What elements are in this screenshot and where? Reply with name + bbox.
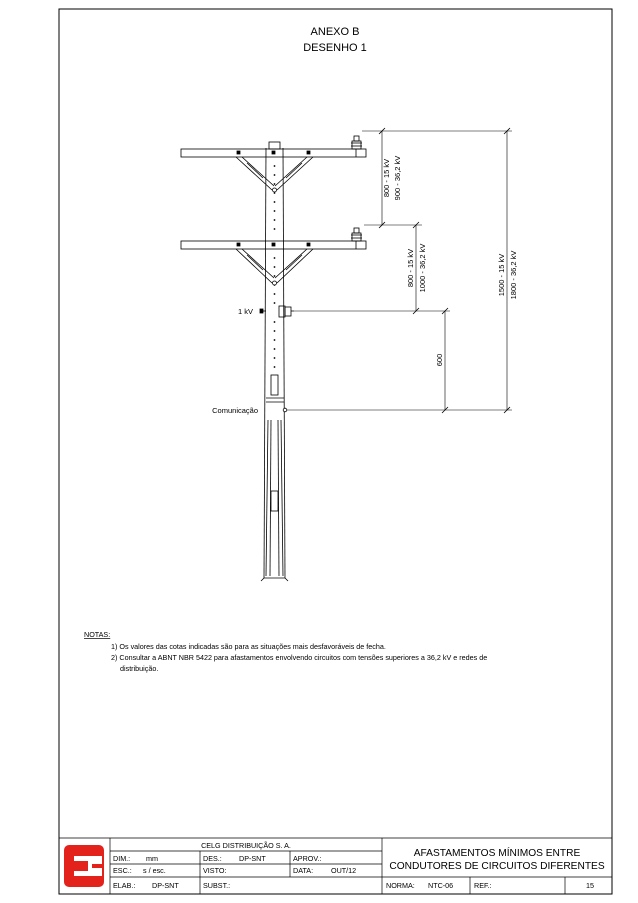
page-number: 15 <box>586 881 594 890</box>
dim-comm: 600 <box>435 353 444 367</box>
lower-crossarm <box>181 228 366 285</box>
drawing-name-line1: AFASTAMENTOS MÍNIMOS ENTRE <box>413 848 581 859</box>
drawing-name-line2: CONDUTORES DE CIRCUITOS DIFERENTES <box>389 861 605 872</box>
pole <box>261 142 288 581</box>
label-communication: Comunicação <box>212 406 258 415</box>
note-2: 2) Consultar a ABNT NBR 5422 para afastamentos envolvendo circuitos com tensões superiores a 36,2 kV e redes de <box>111 653 488 662</box>
elab-label: ELAB.: <box>113 881 136 890</box>
des-value: DP-SNT <box>239 854 266 863</box>
upper-crossarm <box>181 136 366 192</box>
des-label: DES.: <box>203 854 222 863</box>
esc-value: s / esc. <box>143 866 166 875</box>
norma-value: NTC-06 <box>428 881 454 890</box>
dim-value: mm <box>146 854 158 863</box>
celg-logo-icon <box>64 845 104 887</box>
aprov-label: APROV.: <box>293 854 322 863</box>
esc-label: ESC.: <box>113 866 132 875</box>
dim-total-15kv: 1500 - 15 kV <box>497 253 506 297</box>
note-2-cont: distribuição. <box>120 664 159 673</box>
norma-label: NORMA: <box>386 881 415 890</box>
data-label: DATA: <box>293 866 314 875</box>
communication-attachment <box>283 408 287 412</box>
dim-total-36kv: 1800 - 36,2 kV <box>509 250 518 300</box>
drawing-title: DESENHO 1 <box>303 42 367 54</box>
dim-middle-36kv: 1000 - 36,2 kV <box>418 243 427 293</box>
company-name: CELG DISTRIBUIÇÃO S. A. <box>201 841 291 850</box>
pole-drawing <box>181 136 366 581</box>
dim-label: DIM.: <box>113 854 131 863</box>
dim-upper-36kv: 900 - 36,2 kV <box>393 155 402 201</box>
dim-middle-15kv: 800 - 15 kV <box>406 248 415 288</box>
label-1kv: 1 kV <box>237 307 253 316</box>
annex-title: ANEXO B <box>310 26 360 38</box>
notes-heading: NOTAS: <box>84 630 111 639</box>
dim-upper-15kv: 800 - 15 kV <box>382 158 391 198</box>
elab-value: DP-SNT <box>152 881 179 890</box>
subst-label: SUBST.: <box>203 881 231 890</box>
note-1: 1) Os valores das cotas indicadas são para as situações mais desfavoráveis de fecha. <box>111 642 386 651</box>
notes <box>84 630 487 673</box>
ref-label: REF.: <box>474 881 492 890</box>
pole-holes <box>274 165 276 368</box>
sheet-border <box>59 9 612 894</box>
data-value: OUT/12 <box>331 866 357 875</box>
visto-label: VISTO: <box>203 866 227 875</box>
